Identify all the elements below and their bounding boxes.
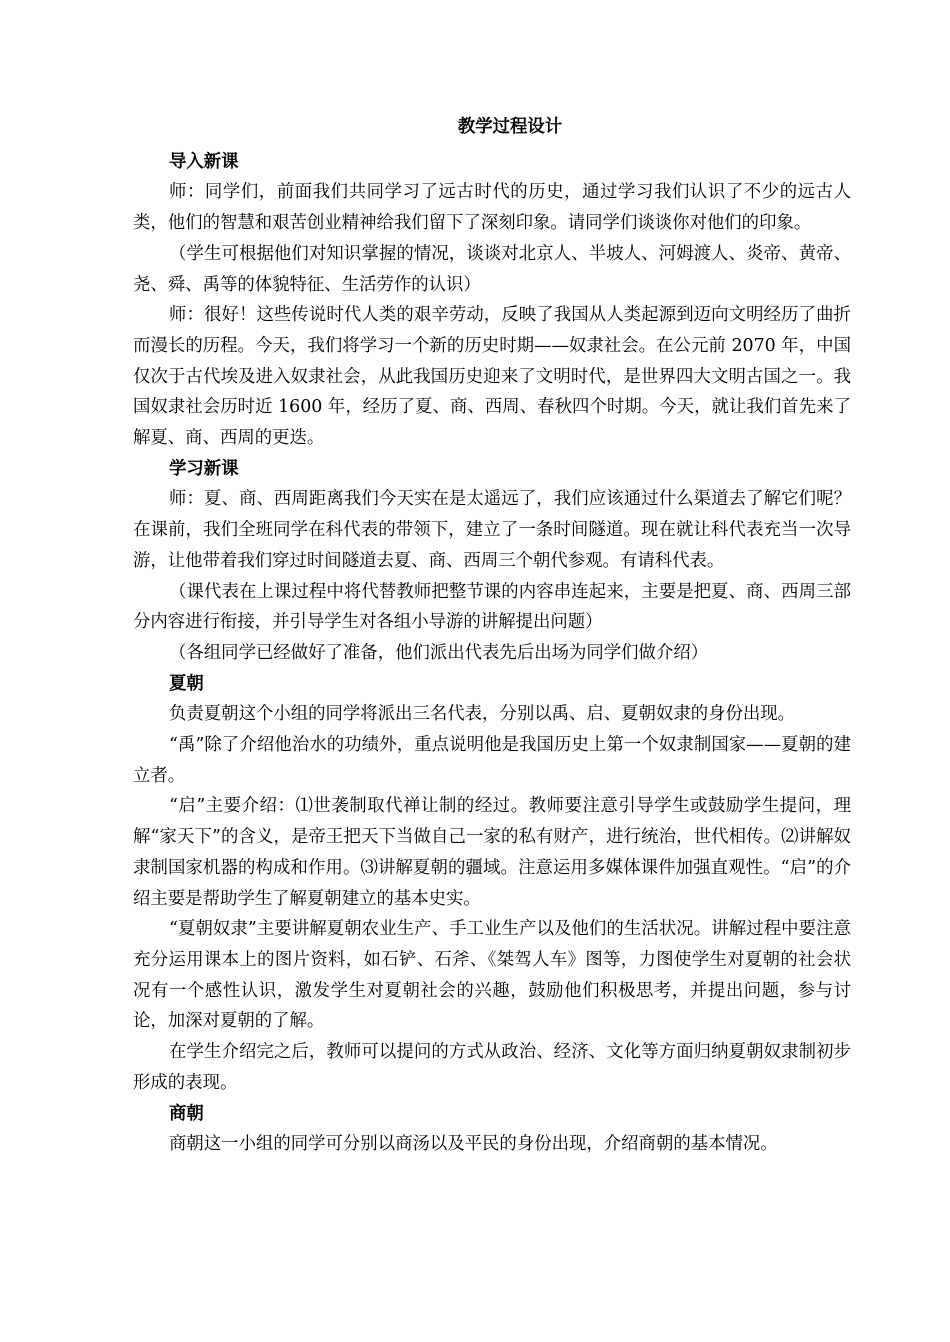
section-heading: 学习新课	[169, 458, 239, 479]
paragraph: 商朝这一小组的同学可分别以商汤以及平民的身份出现，介绍商朝的基本情况。	[169, 1134, 778, 1155]
document-title: 教学过程设计	[457, 117, 563, 137]
paragraph: 师：很好！这些传说时代人类的艰辛劳动，反映了我国从人类起源到迈向文明经历了曲折而漫长的历程。今天，我们将学习一个新的历史时期——奴隶社会。在公元前 2070 年，中国仅次于古代埃及进入奴隶社会，从此我国历史迎来了文明时代，是世界四大文明古国之一。我国奴隶社会历时近 1600 年，经历了夏、商、西周、春秋四个时期。今天，就让我们首先来了解夏、商、西周的更迭。	[133, 305, 851, 449]
section-xia	[133, 669, 851, 1099]
paragraph: （课代表在上课过程中将代替教师把整节课的内容串连起来，主要是把夏、商、西周三部分内容进行衔接，并引导学生对各组小导游的讲解提出问题）	[133, 581, 851, 633]
paragraph: 师：同学们，前面我们共同学习了远古时代的历史，通过学习我们认识了不少的远古人类，他们的智慧和艰苦创业精神给我们留下了深刻印象。请同学们谈谈你对他们的印象。	[133, 182, 851, 234]
paragraph: “夏朝奴隶”主要讲解夏朝农业生产、手工业生产以及他们的生活状况。讲解过程中要注意充分运用课本上的图片资料，如石铲、石斧、《桀驾人车》图等，力图使学生对夏朝的社会状况有一个感性认识，激发学生对夏朝社会的兴趣，鼓励他们积极思考，并提出问题，参与讨论，加深对夏朝的了解。	[133, 919, 851, 1032]
paragraph: 负责夏朝这个小组的同学将派出三名代表，分别以禹、启、夏朝奴隶的身份出现。	[169, 704, 796, 725]
section-heading: 商朝	[169, 1103, 204, 1124]
section-shang	[133, 1099, 851, 1160]
section-new-lesson	[133, 454, 851, 669]
section-intro	[133, 147, 851, 454]
section-heading: 夏朝	[169, 673, 204, 694]
paragraph: 在学生介绍完之后，教师可以提问的方式从政治、经济、文化等方面归纳夏朝奴隶制初步形成的表现。	[133, 1042, 851, 1093]
paragraph: “禹”除了介绍他治水的功绩外，重点说明他是我国历史上第一个奴隶制国家——夏朝的建立者。	[133, 735, 851, 786]
paragraph: 师：夏、商、西周距离我们今天实在是太遥远了，我们应该通过什么渠道去了解它们呢？在课前，我们全班同学在科代表的带领下，建立了一条时间隧道。现在就让科代表充当一次导游，让他带着我们穿过时间隧道去夏、商、西周三个朝代参观。有请科代表。	[133, 489, 851, 571]
paragraph: （学生可根据他们对知识掌握的情况，谈谈对北京人、半坡人、河姆渡人、炎帝、黄帝、尧、舜、禹等的体貌特征、生活劳作的认识）	[133, 243, 851, 295]
document-page	[133, 112, 851, 1160]
section-heading: 导入新课	[169, 151, 239, 172]
paragraph: “启”主要介绍：⑴世袭制取代禅让制的经过。教师要注意引导学生或鼓励学生提问，理解“家天下”的含义，是帝王把天下当做自己一家的私有财产，进行统治，世代相传。⑵讲解奴隶制国家机器的构成和作用。⑶讲解夏朝的疆域。注意运用多媒体课件加强直观性。“启”的介绍主要是帮助学生了解夏朝建立的基本史实。	[133, 796, 851, 909]
paragraph: （各组同学已经做好了准备，他们派出代表先后出场为同学们做介绍）	[169, 642, 709, 663]
